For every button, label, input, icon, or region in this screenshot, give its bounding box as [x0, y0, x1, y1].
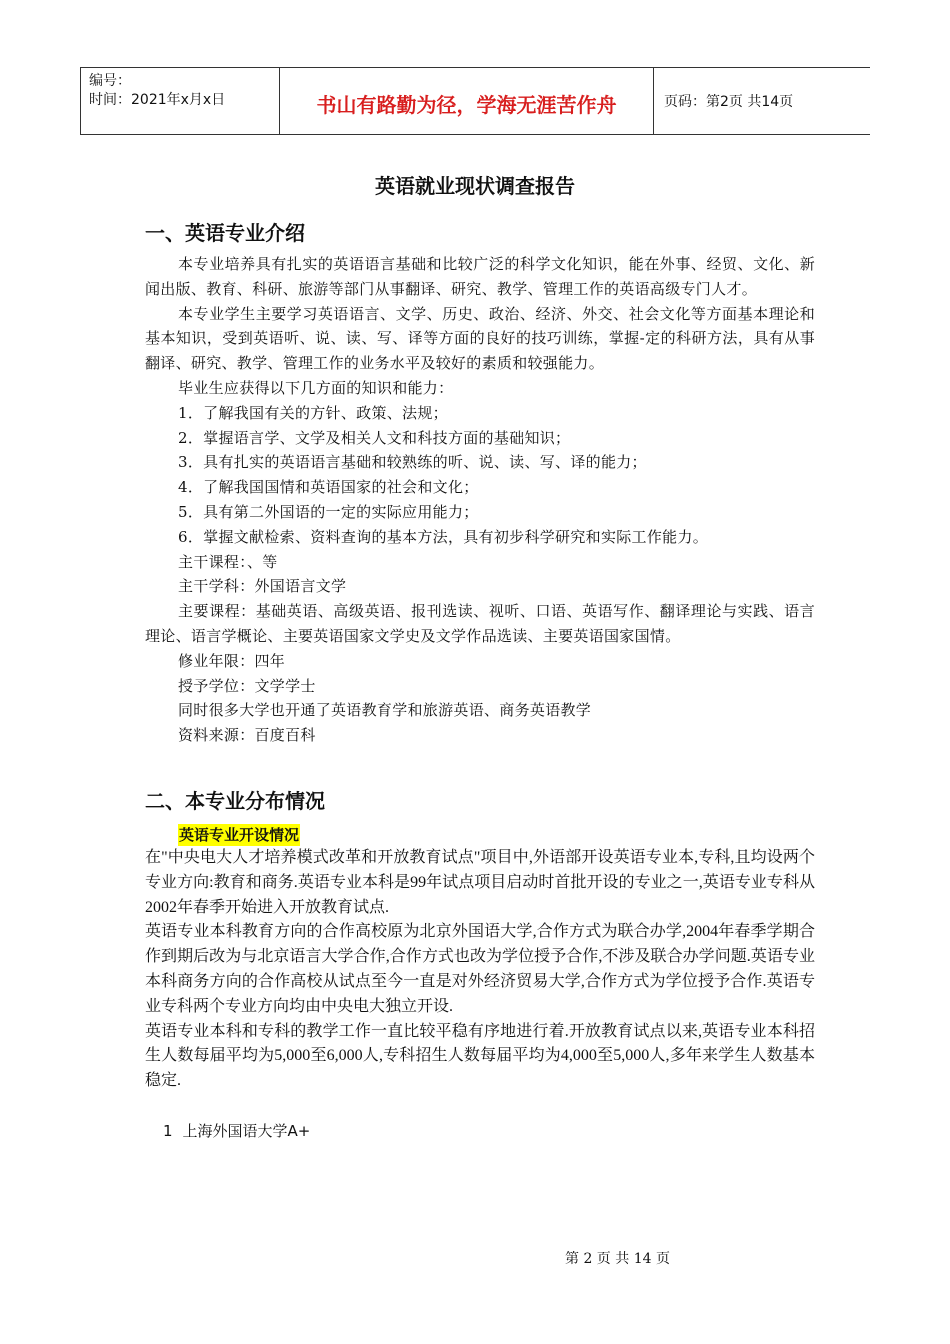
duration: 修业年限：四年: [178, 651, 286, 670]
main-discipline: 主干学科：外国语言文学: [178, 577, 347, 596]
time-label: 时间：2021年x月x日: [89, 92, 226, 108]
number-label: 编号：: [89, 73, 131, 89]
rank-item: [145, 1120, 815, 1141]
list-item: 4．了解我国国情和英语国家的社会和文化；: [178, 478, 479, 497]
list-item: 6．掌握文献检索、资料查询的基本方法，具有初步科学研究和实际工作能力。: [178, 527, 709, 546]
page-header: [80, 67, 870, 135]
main-courses-short: 主干课程：、等: [178, 552, 278, 571]
list-item: 5．具有第二外国语的一定的实际应用能力；: [178, 502, 479, 521]
ability-list: [145, 401, 815, 550]
section2-para1: 在"中央电大人才培养模式改革和开放教育试点"项目中,外语部开设英语专业本,专科,且均设两个专业方向:教育和商务.英语专业本科是99年试点项目启动时首批开设的专业之一,英语专业专科从2002年春季开始进入开放教育试点.: [145, 848, 815, 916]
list-item: 1．了解我国有关的方针、政策、法规；: [178, 403, 448, 422]
section1-para1: 本专业培养具有扎实的英语语言基础和比较广泛的科学文化知识，能在外事、经贸、文化、新闻出版、教育、科研、旅游等部门从事翻译、研究、教学、管理工作的英语高级专门人才。: [145, 255, 815, 298]
page-footer: 第 2 页 共 14 页: [565, 1251, 670, 1267]
list-item: 3．具有扎实的英语语言基础和较熟练的听、说、读、写、译的能力；: [178, 453, 647, 472]
section2-heading: 二、本专业分布情况: [145, 788, 325, 813]
main-courses: 主要课程：基础英语、高级英语、报刊选读、视听、口语、英语写作、翻译理论与实践、语言理论、语言学概论、主要英语国家文学史及文学作品选读、主要英语国家国情。: [145, 602, 815, 645]
header-page-info: 页码：第2页 共14页: [664, 94, 794, 110]
header-motto: 书山有路勤为径，学海无涯苦作舟: [280, 68, 654, 134]
also-note: 同时很多大学也开通了英语教育学和旅游英语、商务英语教学: [178, 701, 592, 720]
rank-text: 上海外国语大学A+: [182, 1121, 311, 1140]
degree: 授予学位：文学学士: [178, 676, 316, 695]
section1-heading: 一、英语专业介绍: [145, 221, 305, 245]
section2-body: [145, 846, 815, 1094]
section2-para3: 英语专业本科和专科的教学工作一直比较平稳有序地进行着.开放教育试点以来,英语专业本科招生人数每届平均为5,000至6,000人,专科招生人数每届平均为4,000至5,000人,多年来学生人数基本稳定.: [145, 1022, 815, 1090]
section2-para2: 英语专业本科教育方向的合作高校原为北京外国语大学,合作方式为联合办学,2004年春季学期合作到期后改为与北京语言大学合作,合作方式也改为学位授予合作,不涉及联合办学问题.英语专业本科商务方向的合作高校从试点至今一直是对外经济贸易大学,合作方式为学位授予合作.英语专业专科两个专业方向均由中央电大独立开设.: [145, 923, 815, 1015]
source-note: 资料来源：百度百科: [178, 726, 316, 745]
section1-para2: 本专业学生主要学习英语语言、文学、历史、政治、经济、外交、社会文化等方面基本理论和基本知识，受到英语听、说、读、写、译等方面的良好的技巧训练，掌握-定的科研方法，具有从事翻译、研究、教学、管理工作的业务水平及较好的素质和较强能力。: [145, 304, 815, 373]
section2-subheading: 英语专业开设情况: [179, 825, 300, 844]
list-item: 2．掌握语言学、文学及相关人文和科技方面的基础知识；: [178, 428, 571, 447]
header-meta: [80, 68, 280, 134]
rank-number: 1: [163, 1121, 173, 1140]
document-body: [145, 218, 815, 1141]
section1-para3: 毕业生应获得以下几方面的知识和能力：: [178, 378, 454, 397]
document-title: 英语就业现状调查报告: [375, 174, 575, 198]
